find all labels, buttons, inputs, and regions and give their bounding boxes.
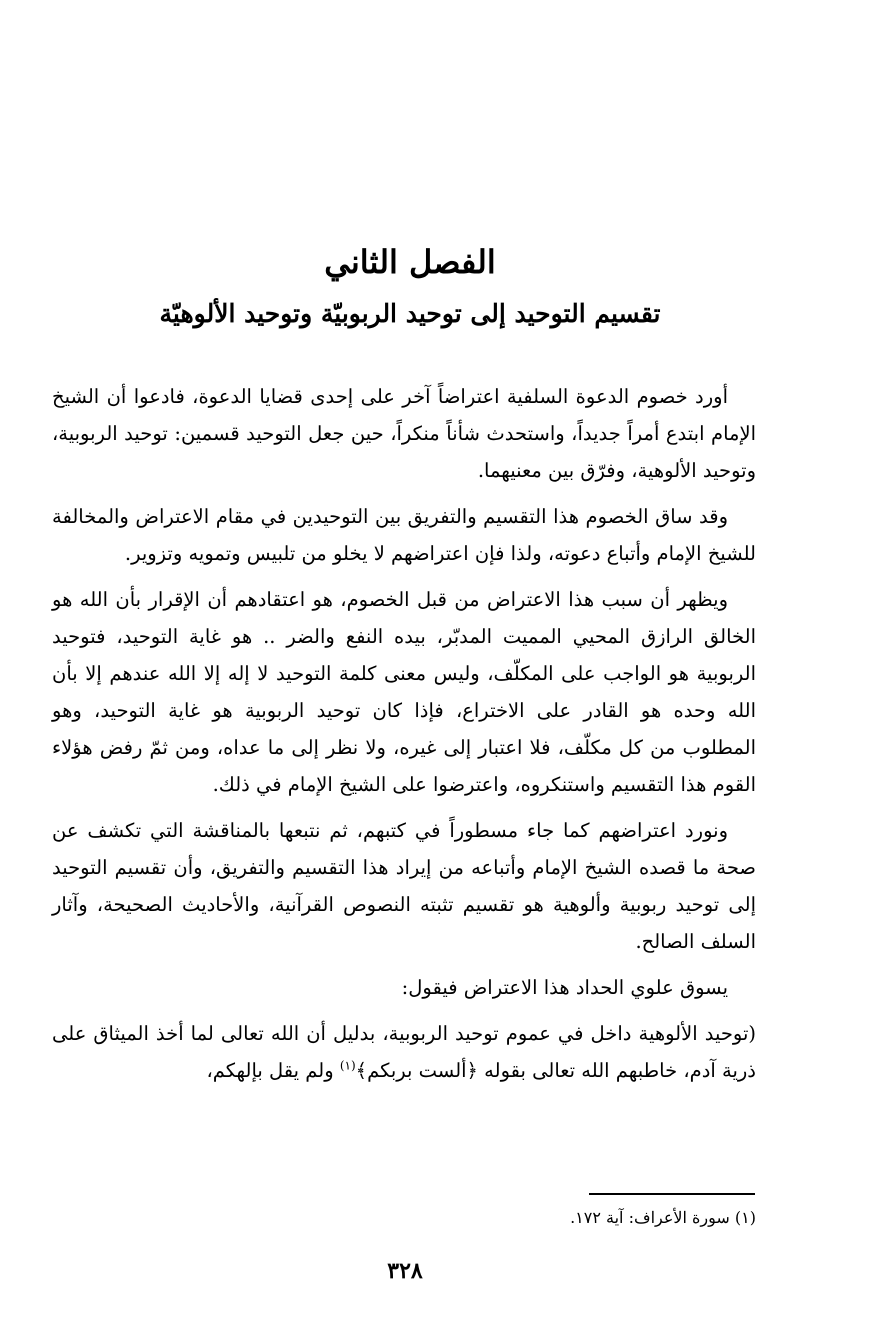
footnote-divider xyxy=(589,1193,755,1195)
paragraph-1: أورد خصوم الدعوة السلفية اعتراضاً آخر على إحدى قضايا الدعوة، فادعوا أن الشيخ الإمام ابتدع أمراً جديداً، واستحدث شأناً منكراً، حين جعل التوحيد قسمين: توحيد الربوبية، وتوحيد الألوهية، وفرّق بين معنيهما. xyxy=(52,385,756,482)
quote-continuation: ولم يقل بإلهكم، xyxy=(206,1059,340,1082)
paragraph-3: ويظهر أن سبب هذا الاعتراض من قبل الخصوم، هو اعتقادهم أن الإقرار بأن الله هو الخالق الرازق المحيي المميت المدبّر، بيده النفع والضر .. هو غاية التوحيد، فتوحيد الربوبية هو الواجب على المكلّف، وليس معنى كلمة التوحيد لا إله إلا الله عندهم إلا بأن الله وحده هو القادر على الاختراع، فإذا كان توحيد الربوبية هو غاية التوحيد، وهو المطلوب من كل مكلّف، فلا اعتبار إلى غيره، ولا نظر إلى ما عداه، ومن ثمّ رفض هؤلاء القوم هذا التقسيم واستنكروه، واعترضوا على الشيخ الإمام في ذلك. xyxy=(52,588,756,796)
quote-paragraph xyxy=(52,1015,756,1089)
chapter-title: الفصل الثاني xyxy=(324,243,496,281)
paragraph-5: يسوق علوي الحداد هذا الاعتراض فيقول: xyxy=(401,976,728,999)
footnote-reference: (١) xyxy=(339,1058,356,1073)
paragraph-4: ونورد اعتراضهم كما جاء مسطوراً في كتبهم، ثم نتبعها بالمناقشة التي تكشف عن صحة ما قصده الشيخ الإمام وأتباعه من إيراد هذا التقسيم والتفريق، وأن تقسيم التوحيد إلى توحيد ربوبية وألوهية هو تقسيم تثبته النصوص القرآنية، والأحاديث الصحيحة، وآثار السلف الصالح. xyxy=(52,819,756,953)
page-number: ٣٢٨ xyxy=(387,1258,423,1284)
body-text xyxy=(52,378,756,1098)
quote-text: (توحيد الألوهية داخل في عموم توحيد الربوبية، بدليل أن الله تعالى لما أخذ الميثاق على ذرية آدم، خاطبهم الله تعالى بقوله ﴿ألست بربكم﴾ xyxy=(52,1022,756,1082)
chapter-subtitle: تقسيم التوحيد إلى توحيد الربوبيّة وتوحيد الألوهيّة xyxy=(159,299,661,328)
paragraph-2: وقد ساق الخصوم هذا التقسيم والتفريق بين التوحيدين في مقام الاعتراض والمخالفة للشيخ الإمام وأتباع دعوته، ولذا فإن اعتراضهم لا يخلو من تلبيس وتمويه وتزوير. xyxy=(52,505,756,565)
footnote: (١) سورة الأعراف: آية ١٧٢. xyxy=(570,1208,756,1227)
